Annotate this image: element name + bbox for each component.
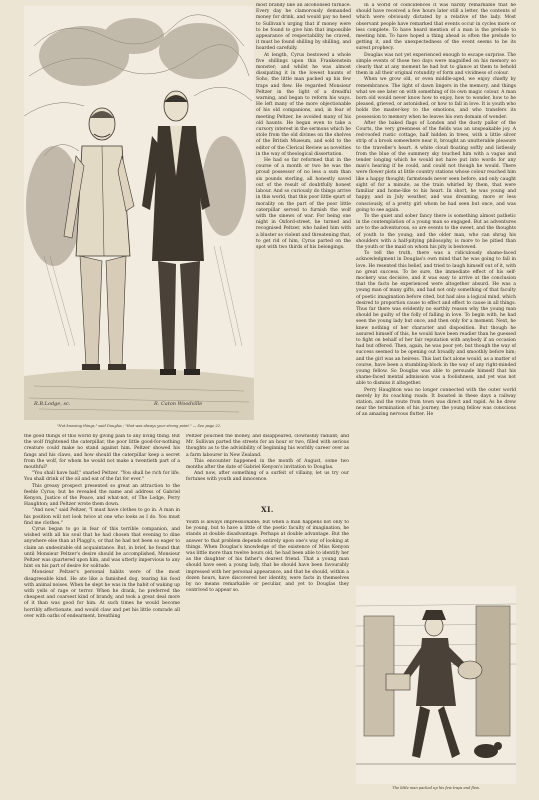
paragraph: This encounter happened in the month of August, some two months after the date of Gabriel Kenyon's invitation to Douglas. (186, 458, 349, 471)
paragraph: To tell the truth, there was a ridiculously shame-faced acknowledgment in Douglas's own mind that he was going to fall in love. He resented this belief, and tried to laugh himself out of it, with no great success. To be sure, the immediate effect of his self-mockery was decisive, and it was easy to arrive at the conclusion that the facts he experienced were altogether absurd. He was a young man of many gifts, and had not only something of that faculty of poetic imagination before cited, but had also a logical mind, which desired to proportion cause to effect and effect to cause in all things. Thus far there was evidently no earthly reason why the young man should be guilty of the folly of falling in love. To begin with, he had seen the young lady but once, and then only for a moment. Next, he knew nothing of her character and disposition. But though he assured himself of this, he would have been readier than he guessed to fight on behalf of her fair reputation with anybody if an occasion had but offered. Then, again, he was poor yet; but though the way of success seemed to be opening out broadly and smoothly before him; and the girl was an heiress. This last fact alone would, as a matter of course, have been a stumbling-block in the way of any right-minded young fellow. So Douglas was able to persuade himself that his shame-faced mental admission was a foolishness, and yet was not able to dismiss it altogether. (356, 251, 516, 387)
paragraph: the good things of this world by giving pain to any living thing. But the wolf frightened the caterpillar, the poor little good-for-nothing creature could make no stand against him. Peltzer showed his fangs and his claws, and how should the caterpillar keep a secret from the wolf, for whom he would not make a twentieth part of a mouthful? (24, 434, 180, 471)
right-column (356, 3, 516, 583)
paragraph: To the quiet and sober fancy there is something almost pathetic in the contemplation of a young man so engaged. But as adventures are to the adventurous, so are events to the sweet, and the thoughts of youth to the young; and the older man, who can shrug his shoulders with a half-pitying philosophy, is more to be pitied than the youth or the maid on whom his pity is bestowed. (356, 213, 516, 250)
paragraph: "And now," said Peltzer, "I must have clothes to go in. A man in his position will not look twice at one who looks as I do. You must find me clothes." (24, 508, 180, 526)
paragraph: Peltzer pouched the money, and disappeared, clownishly radiant; and Mr. Sullivan parted the streets for an hour or two, filled with serious thoughts as to the advisibility of beginning his worldly career over as a farm labourer in New Zealand. (186, 434, 349, 458)
small-illustration-caption: The little man packed up his few traps and flew. (392, 786, 480, 790)
paragraph: In a world of coincidences it was hardly remarkable that he should have received a few hours later still a letter, the contents of which were obviously dictated by a relative of the lady. Most observant people have remarked that events occur in cycles more or less complete. To have heard mention of a man is the prelude to meeting him. To have hoped a thing ahead is often the prelude to getting it, and the unexpectedness of the event seems to be its surest prophecy. (356, 3, 516, 52)
paragraph: Youth is always impressionable; but when a man happens not only to be young, but to have a little of the poetic faculty of imagination, he stands at double disadvantage. Perhaps at double advantage. But the answer to that problem depends entirely upon one's way of looking at things. When Douglas's knowledge of the existence of Miss Kenyon was little more than twelve hours old, he had been able to identify her as the daughter of his father's dearest friend. That a young man should have seen a young lady, that he should have been favourably impressed with her personal appearance, and that he should, within a dozen hours, have discovered her identity, were facts in themselves by no means remarkable or peculiar, and yet to Douglas they contrived to appear so. (186, 520, 349, 594)
paragraph: And now, after something of a surfeit of villainy, let us try our fortunes with youth and innocence. (186, 471, 349, 483)
engraving-fleeing-man (356, 586, 516, 784)
paragraph: most brandy like an alcoholised furnace. Every day he clamorously demanded money for drink, and would pay no heed to Sullivan's urging that if money were to be found to give him that impossible appearance of respectability he craved, it must be found shilling by shilling, and hoarded carefully. (256, 3, 351, 52)
paragraph: When we grow old, or even middle-aged, we enjoy chiefly by remembrance. The light of dawn lingers in the memory, and things what we see later on with something of its own magic colour. A man born old would never know how to enjoy, how to wonder, how to be pleased, grieved, or astonished, or how to fall in love. It is youth who holds the master-key to the emotions, and who transfers its possession to memory when he leaves his own domain of wonder. (356, 77, 516, 120)
paragraph: Perry Haughton was no longer connected with the outer world merely by its coaching roads. It boasted in these days a railway station, and the route from town was direct and rapid. As he drew near the termination of his journey, the young fellow was conscious of an amazing nervous flutter. He (356, 387, 516, 418)
chapter-heading: XI. (261, 505, 274, 514)
artist-signature: R. Caton Woodville (154, 401, 203, 407)
middle-column-chapter (186, 520, 349, 796)
paragraph: Douglas was not yet experienced enough to escape surprise. The simple events of those two days were magnified on his memory so clearly that at any moment he had but to glance at them to behold them in all their original rotundity of form and vividness of colour. (356, 52, 516, 77)
engraver-signature: R.B.Lodge, sc. (34, 401, 71, 407)
paragraph: After the baked flags of London and the dusty pallor of the Courts, the very greenness of the fields was an unspeakable joy. A red-roofed rustic cottage, half hidden in trees, with a little silver strip of a brook somewhere near it, brought an unutterable pleasure to the traveller's heart. A white cloud floating softly and listlessly from the blue of the summery sky touched him with a vague and tender longing which he would not have put into words for any man's hearing if he could, and could not though he would. There were flower plots at little country stations whose colour reached him like a happy thought; farmsteads never seen before, and only caught sight of for a minute, as the train whirled by them, that were familiar and home-like to his heart. In short, he was young and happy, and in July weather, and was dreaming, more or less consciously, of a pretty girl whom he had seen but once, and was going to see again. (356, 120, 516, 213)
paragraph: Cyrus began to go in fear of this terrible companion, and wished with all his soul that he had chosen that evening to dine anywhere else than at Plaggi's, or that he had not been so eager to claim an undesirable old acquaintance. But, in brief, he found that until Monsieur Peltzer's desire should be accomplished, Monsieur Peltzer was quartered upon him, and was utterly impervious to any hint on his part of desire for solitude. (24, 527, 180, 570)
illustration-two-gentlemen (24, 6, 254, 420)
paragraph: "You shall have half," snarled Peltzer. "You shall be rich for life. You shall drink of the oil and eat of the fat for ever." (24, 471, 180, 483)
illustration-man-with-bundles (356, 586, 516, 784)
paragraph: He had so far reformed that in the course of a month or two he was the proud possessor of no less a sum than six pounds sterling, all honestly saved out of the result of doubtfully honest labour. And so curiously do things arrive in this world, that this poor little spurt of morality on the part of the poor little caterpillar served to furnish the wolf with the sinews of war. For being one night in Oxford-street, he turned and recognised Peltzer, who hailed him with a bluster so violent and threatening that, to get rid of him, Cyrus parted on the spot with two thirds of his belongings. (256, 158, 351, 250)
paragraph: At length, Cyrus bestowed a whole five shillings upon this Frankenstein monster; and whilst he was almost dissipating it in the lowest haunts of Soho, the little man packed up his few traps and flew. He regarded Monsieur Peltzer in the light of a dreadful warning, and began to reform his ways. He left many of the more objectionable of his old companions, and, in fear of meeting Peltzer, he avoided many of his old haunts. He began even to take a cursory interest in the sermons which he stole from the old divines on the shelves of the British Museum, and sold to the editor of the Clerical Review as novelties in the way of theological dissertation. (256, 52, 351, 157)
paragraph: This greasy prospect presented so great an attraction to the feeble Cyrus; but he revealed the name and address of Gabriel Kenyon, Justice of the Peace, and what-not, of The Lodge, Perry Haughton; and Peltzer wrote them down. (24, 483, 180, 508)
middle-column-lower (186, 434, 349, 496)
top-illustration-caption: "Not knowing things," said Douglas ; "that was always your strong point." — See page 22. (56, 424, 222, 428)
paragraph: Monsieur Peltzer's personal habits were of the most disagreeable kind. He ate like a famished dog, tearing his food with animal noises. When he slept he was in the habit of waking up with yells of rage or terror. When he drank, he preferred the cheapest and coarsest kind of brandy, and took a great deal more of it than was good for him. At such times he would become horribly affectionate, and would claw and pet his little comrade all over with oaths of endearment, breathing (24, 570, 180, 619)
middle-column-upper (256, 3, 351, 431)
engraving-two-men (24, 6, 254, 420)
left-column-lower (24, 434, 180, 796)
